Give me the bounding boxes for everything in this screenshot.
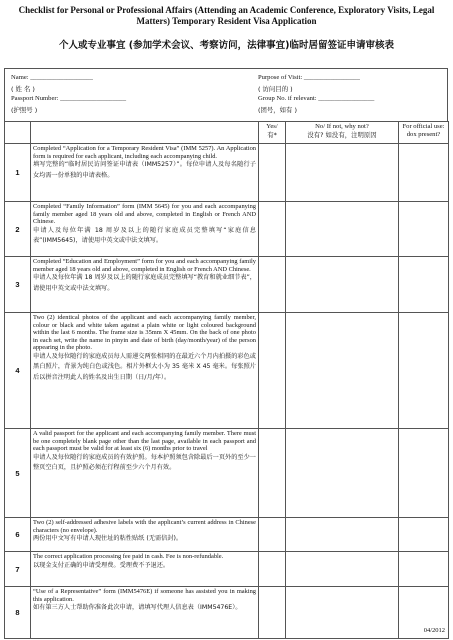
no-cell[interactable]: [286, 202, 399, 257]
official-cell[interactable]: [399, 313, 449, 429]
item-number: 3: [5, 257, 31, 313]
checklist-table: [4, 121, 449, 639]
passport-field-zh: (护照号 ): [11, 105, 38, 114]
header-yes: Yes/ 有*: [259, 122, 286, 144]
yes-cell[interactable]: [259, 518, 286, 552]
yes-cell[interactable]: [259, 144, 286, 202]
official-cell[interactable]: [399, 202, 449, 257]
table-row: [5, 257, 449, 313]
item-description: Two (2) identical photos of the applicant and each accompanying family member, colour or black and white taken against a plain white or light coloured background within the last 6 months. The frame size is 35mm X 45mm. On the back of one photo in each set, write the name in pinyin and date of birth (day/month/year) of the person appearing in the photo. 申请人及每位随行的家庭成员每人需递交两张相同的在最近六个月内拍摄的彩色或黑白照片，背景为纯白色或浅色。相片外框大小为 35 毫米 X 45 毫米。每张照片后以拼音注明此人的姓名及出生日期（日/月/年）。: [31, 313, 259, 429]
applicant-info-right: [258, 73, 374, 115]
item-number: 1: [5, 144, 31, 202]
table-row: [5, 313, 449, 429]
purpose-field-zh: ( 访问目的 ): [258, 84, 293, 93]
official-cell[interactable]: [399, 429, 449, 518]
name-field-label[interactable]: Name: ___________________: [11, 74, 93, 81]
document-subtitle-zh: 个人或专业事宜 (参加学术会议、考察访问，法律事宜)临时居留签证申请审核表: [59, 40, 394, 51]
yes-cell[interactable]: [259, 313, 286, 429]
yes-cell[interactable]: [259, 429, 286, 518]
item-number: 6: [5, 518, 31, 552]
item-description: Completed “Family Information” form (IMM 5645) for you and each accompanying family member aged 18 years old and above, completed in English or French AND Chinese. 申请人及每位年满 18 周岁及以上的随行家庭成员完整填写“家庭信息表”(IMM5645)，请使用中英文或中法文填写。: [31, 202, 259, 257]
item-description: Two (2) self-addressed adhesive labels with the applicant’s current address in Chinese characters (no envelope). 两份用中文写有申请人现住址的粘性贴纸 (无需信封)。: [31, 518, 259, 552]
table-row: [5, 429, 449, 518]
item-description: A valid passport for the applicant and each accompanying family member. There must be one completely blank page other than the last page, available in each passport and each passport must be valid for at least six (6) months prior to travel 申请人及每位随行的家庭成员的有效护照。每本护照须包含除最后一页外的至少一整页空白页，且护照必须在行程前至少六个月有效。: [31, 429, 259, 518]
official-cell[interactable]: [399, 144, 449, 202]
passport-field-label[interactable]: Passport Number: ____________________: [11, 95, 127, 102]
yes-cell[interactable]: [259, 257, 286, 313]
name-field-zh: ( 姓 名 ): [11, 84, 35, 93]
no-cell[interactable]: [286, 552, 399, 587]
official-cell[interactable]: [399, 518, 449, 552]
item-description: Completed “Application for a Temporary Resident Visa” (IMM 5257). An Application form is required for each applicant, including each accompanying child. 填写完整的“临时居民访问签证申请表（IMM5257）”。每位申请人及每名随行子女均需一份单独的申请表格。: [31, 144, 259, 202]
yes-cell[interactable]: [259, 587, 286, 639]
purpose-field-label[interactable]: Purpose of Visit: _________________: [258, 74, 360, 81]
item-number: 7: [5, 552, 31, 587]
group-field-zh: (团号，如有 ): [258, 105, 297, 114]
no-cell[interactable]: [286, 429, 399, 518]
official-cell[interactable]: [399, 552, 449, 587]
header-official: For official use: dox present?: [399, 122, 449, 144]
item-description: The correct application processing fee paid in cash. Fee is non-refundable. 以现金支付正确的申请受理费。受理费不予退还。: [31, 552, 259, 587]
item-number: 2: [5, 202, 31, 257]
group-field-label[interactable]: Group No. if relevant: _________________: [258, 95, 375, 102]
header-blank-num: [5, 122, 31, 144]
item-number: 5: [5, 429, 31, 518]
table-row: [5, 202, 449, 257]
applicant-info-left: [11, 73, 126, 115]
no-cell[interactable]: [286, 313, 399, 429]
table-row: [5, 552, 449, 587]
header-blank-desc: [31, 122, 259, 144]
no-cell[interactable]: [286, 587, 399, 639]
header-no: No/ If not, why not? 没有? 如没有，注明原因: [286, 122, 399, 144]
no-cell[interactable]: [286, 518, 399, 552]
item-description: “Use of a Representative” form (IMM5476E) if someone has assisted you in making this application. 如有第三方人士帮助你准备此次申请，请填写代理人信息表（IMM5476E）。: [31, 587, 259, 639]
item-number: 4: [5, 313, 31, 429]
no-cell[interactable]: [286, 257, 399, 313]
document-title: Checklist for Personal or Professional Affairs (Attending an Academic Conference, Exploratory Visits, Legal Matters) Temporary Resident Visa Application: [18, 5, 435, 26]
yes-cell[interactable]: [259, 202, 286, 257]
official-cell[interactable]: [399, 257, 449, 313]
no-cell[interactable]: [286, 144, 399, 202]
checklist-header-row: [5, 122, 449, 144]
item-number: 8: [5, 587, 31, 639]
footer-date: 04/2012: [423, 627, 445, 634]
table-row: [5, 518, 449, 552]
item-description: Completed “Education and Employment” form for you and each accompanying family member aged 18 years old and above, completed in English or French AND Chinese. 申请人及每位年满 18 周岁及以上的随行家庭成员完整填写“教育和就业细节表”，请使用中英文或中法文填写。: [31, 257, 259, 313]
yes-cell[interactable]: [259, 552, 286, 587]
table-row: [5, 587, 449, 639]
applicant-info-box: [4, 68, 448, 122]
table-row: [5, 144, 449, 202]
